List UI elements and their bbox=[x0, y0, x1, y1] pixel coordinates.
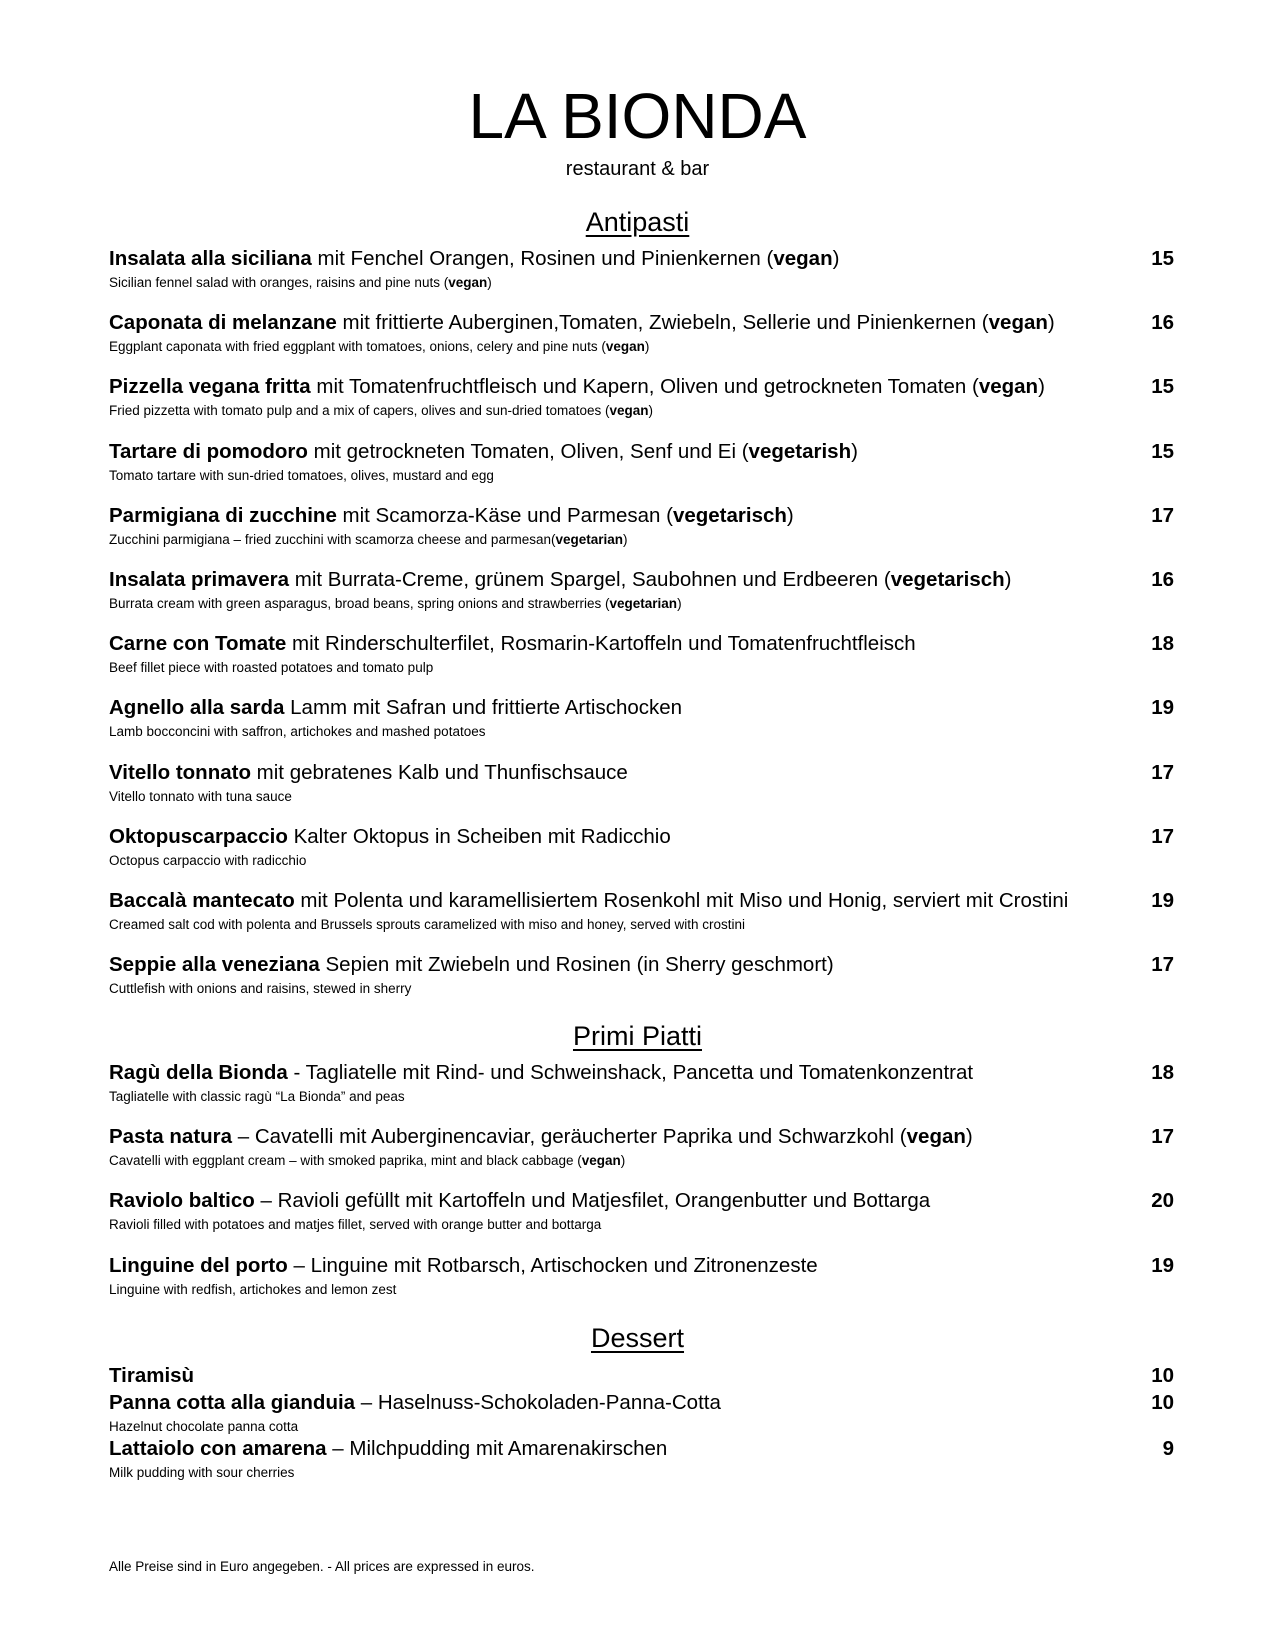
price-note: Alle Preise sind in Euro angegeben. - All prices are expressed in euros. bbox=[109, 1559, 535, 1574]
dish-name: Panna cotta alla gianduia bbox=[109, 1391, 356, 1414]
paren-close-en: ) bbox=[644, 339, 650, 355]
menu-item bbox=[109, 372, 1174, 420]
menu-item bbox=[109, 1361, 1174, 1391]
paren-close: ) bbox=[851, 439, 858, 463]
diet-tag-en: vegan bbox=[605, 339, 645, 355]
section-heading-antipasti: Antipasti bbox=[585, 207, 690, 237]
dish-name: Ragù della Bionda bbox=[109, 1061, 288, 1084]
dish-description: mit gebratenes Kalb und Thunfischsauce bbox=[250, 760, 628, 784]
dish-price: 18 bbox=[1151, 632, 1174, 656]
dish-translation: Tomato tartare with sun-dried tomatoes, olives, mustard and egg bbox=[109, 467, 494, 483]
dish-description: mit getrockneten Tomaten, Oliven, Senf und Ei ( bbox=[307, 439, 749, 463]
diet-tag: vegan bbox=[978, 375, 1039, 399]
dish-price: 10 bbox=[1151, 1391, 1174, 1414]
diet-tag-en: vegetarian bbox=[555, 531, 624, 547]
dish-name: Agnello alla sarda bbox=[109, 696, 285, 720]
menu-item bbox=[109, 1122, 1174, 1170]
section-heading-dessert: Dessert bbox=[590, 1323, 685, 1353]
dish-translation: Hazelnut chocolate panna cotta bbox=[109, 1419, 299, 1434]
menu-item bbox=[109, 308, 1174, 356]
dish-translation: Tagliatelle with classic ragù “La Bionda” and peas bbox=[109, 1089, 405, 1104]
menu-item bbox=[109, 1434, 1174, 1482]
diet-tag: vegetarisch bbox=[672, 503, 787, 527]
dish-price: 19 bbox=[1151, 1253, 1174, 1277]
dish-name: Linguine del porto bbox=[109, 1253, 288, 1277]
dish-description: mit frittierte Auberginen,Tomaten, Zwiebeln, Sellerie und Pinienkernen ( bbox=[336, 311, 989, 335]
dish-description: – Milchpudding mit Amarenakirschen bbox=[326, 1437, 668, 1460]
dish-name: Baccalà mantecato bbox=[109, 889, 295, 912]
restaurant-subtitle: restaurant & bar bbox=[565, 158, 710, 180]
paren-close: ) bbox=[965, 1125, 973, 1149]
diet-tag-en: vegan bbox=[581, 1153, 621, 1169]
menu-item bbox=[109, 437, 1174, 485]
restaurant-title: LA BIONDA bbox=[468, 80, 807, 152]
dish-description: mit Scamorza-Käse und Parmesan ( bbox=[336, 503, 673, 527]
dish-name: Pasta natura bbox=[109, 1125, 233, 1149]
dish-name: Pizzella vegana fritta bbox=[109, 375, 311, 399]
menu-item bbox=[109, 501, 1174, 549]
paren-close: ) bbox=[1038, 375, 1045, 399]
dish-translation: Eggplant caponata with fried eggplant with tomatoes, onions, celery and pine nuts ( bbox=[109, 339, 606, 355]
menu-item bbox=[109, 886, 1174, 934]
dish-name: Carne con Tomate bbox=[109, 632, 287, 656]
dish-translation: Zucchini parmigiana – fried zucchini with scamorza cheese and parmesan( bbox=[109, 531, 556, 547]
dish-price: 15 bbox=[1151, 247, 1174, 270]
dish-translation: Beef fillet piece with roasted potatoes and tomato pulp bbox=[109, 660, 434, 676]
dish-name: Tiramisù bbox=[109, 1364, 195, 1387]
dish-description: – Linguine mit Rotbarsch, Artischocken und Zitronenzeste bbox=[287, 1253, 818, 1277]
menu-item bbox=[109, 629, 1174, 677]
menu-item bbox=[109, 1388, 1174, 1436]
dish-translation: Sicilian fennel salad with oranges, raisins and pine nuts ( bbox=[109, 275, 449, 290]
paren-close: ) bbox=[786, 503, 794, 527]
diet-tag: vegan bbox=[988, 311, 1048, 335]
dish-name: Vitello tonnato bbox=[109, 760, 251, 784]
dish-name: Insalata alla siciliana bbox=[109, 247, 312, 270]
dish-translation: Fried pizzetta with tomato pulp and a mix of capers, olives and sun-dried tomatoes ( bbox=[109, 403, 610, 419]
dish-price: 17 bbox=[1151, 760, 1174, 784]
dish-description: – Haselnuss-Schokoladen-Panna-Cotta bbox=[355, 1391, 721, 1414]
dish-description: mit Fenchel Orangen, Rosinen und Pinienkernen ( bbox=[311, 247, 774, 270]
diet-tag-en: vegan bbox=[448, 275, 488, 290]
dish-translation: Creamed salt cod with polenta and Brussels sprouts caramelized with miso and honey, served with crostini bbox=[109, 917, 746, 932]
dish-price: 16 bbox=[1151, 311, 1174, 335]
diet-tag: vegan bbox=[906, 1125, 966, 1149]
dish-description: Sepien mit Zwiebeln und Rosinen (in Sherry geschmort) bbox=[319, 953, 834, 977]
dish-description: mit Rinderschulterfilet, Rosmarin-Kartoffeln und Tomatenfruchtfleisch bbox=[286, 632, 916, 656]
diet-tag: vegetarish bbox=[748, 439, 852, 463]
dish-price: 10 bbox=[1151, 1364, 1174, 1387]
diet-tag-en: vegetarian bbox=[609, 596, 678, 611]
dish-description: mit Burrata-Creme, grünem Spargel, Saubohnen und Erdbeeren ( bbox=[289, 568, 891, 591]
menu-item bbox=[109, 1251, 1174, 1299]
dish-name: Seppie alla veneziana bbox=[109, 953, 320, 977]
dish-description: – Ravioli gefüllt mit Kartoffeln und Matjesfilet, Orangenbutter und Bottarga bbox=[254, 1189, 931, 1213]
section-heading-primi: Primi Piatti bbox=[572, 1021, 702, 1051]
dish-description: mit Tomatenfruchtfleisch und Kapern, Oliven und getrockneten Tomaten ( bbox=[310, 375, 979, 399]
dish-price: 17 bbox=[1151, 1125, 1174, 1149]
menu-item bbox=[109, 1186, 1174, 1234]
dish-price: 18 bbox=[1151, 1061, 1174, 1084]
dish-name: Tartare di pomodoro bbox=[109, 439, 308, 463]
dish-price: 17 bbox=[1151, 503, 1174, 527]
dish-description: mit Polenta und karamellisiertem Rosenkohl mit Miso und Honig, serviert mit Crostini bbox=[294, 889, 1069, 912]
dish-price: 16 bbox=[1151, 568, 1174, 591]
paren-close: ) bbox=[832, 247, 840, 270]
menu-item bbox=[109, 1058, 1174, 1106]
dish-price: 17 bbox=[1151, 824, 1174, 848]
dish-translation: Milk pudding with sour cherries bbox=[109, 1465, 295, 1480]
dish-translation: Octopus carpaccio with radicchio bbox=[109, 852, 307, 868]
dish-price: 15 bbox=[1151, 439, 1174, 463]
dish-name: Raviolo baltico bbox=[109, 1189, 255, 1213]
dish-translation: Cuttlefish with onions and raisins, stewed in sherry bbox=[109, 981, 412, 997]
dish-description: Kalter Oktopus in Scheiben mit Radicchio bbox=[287, 824, 671, 848]
paren-close: ) bbox=[1004, 568, 1012, 591]
menu-item bbox=[109, 822, 1174, 870]
diet-tag-en: vegan bbox=[609, 403, 649, 419]
menu-item bbox=[109, 565, 1174, 613]
paren-close-en: ) bbox=[623, 531, 628, 547]
menu-item bbox=[109, 693, 1174, 741]
dish-translation: Lamb bocconcini with saffron, artichokes and mashed potatoes bbox=[109, 724, 486, 740]
dish-name: Insalata primavera bbox=[109, 568, 290, 591]
dish-description: – Cavatelli mit Auberginencaviar, geräucherter Paprika und Schwarzkohl ( bbox=[232, 1125, 907, 1149]
diet-tag: vegetarisch bbox=[890, 568, 1005, 591]
dish-translation: Linguine with redfish, artichokes and lemon zest bbox=[109, 1281, 397, 1297]
dish-translation: Cavatelli with eggplant cream – with smoked paprika, mint and black cabbage ( bbox=[109, 1153, 582, 1169]
dish-price: 15 bbox=[1151, 375, 1174, 399]
menu-item bbox=[109, 758, 1174, 806]
dish-description: Lamm mit Safran und frittierte Artischocken bbox=[284, 696, 683, 720]
dish-price: 20 bbox=[1151, 1189, 1174, 1213]
paren-close-en: ) bbox=[487, 275, 492, 290]
dish-price: 17 bbox=[1151, 953, 1174, 977]
paren-close-en: ) bbox=[620, 1153, 626, 1169]
diet-tag: vegan bbox=[773, 247, 833, 270]
dish-name: Oktopuscarpaccio bbox=[109, 824, 288, 848]
dish-description: - Tagliatelle mit Rind- und Schweinshack, Pancetta und Tomatenkonzentrat bbox=[287, 1061, 974, 1084]
menu-item bbox=[109, 950, 1174, 998]
dish-name: Parmigiana di zucchine bbox=[109, 503, 337, 527]
dish-price: 19 bbox=[1151, 889, 1174, 912]
dish-name: Caponata di melanzane bbox=[109, 311, 337, 335]
dish-price: 9 bbox=[1162, 1437, 1174, 1460]
dish-price: 19 bbox=[1151, 696, 1174, 720]
dish-translation: Burrata cream with green asparagus, broad beans, spring onions and strawberries ( bbox=[109, 596, 610, 611]
dish-translation: Vitello tonnato with tuna sauce bbox=[109, 788, 292, 804]
paren-close-en: ) bbox=[648, 403, 654, 419]
dish-name: Lattaiolo con amarena bbox=[109, 1437, 327, 1460]
dish-translation: Ravioli filled with potatoes and matjes fillet, served with orange butter and bottarga bbox=[109, 1217, 602, 1233]
paren-close: ) bbox=[1047, 311, 1055, 335]
menu-item bbox=[109, 244, 1174, 292]
paren-close-en: ) bbox=[677, 596, 682, 611]
